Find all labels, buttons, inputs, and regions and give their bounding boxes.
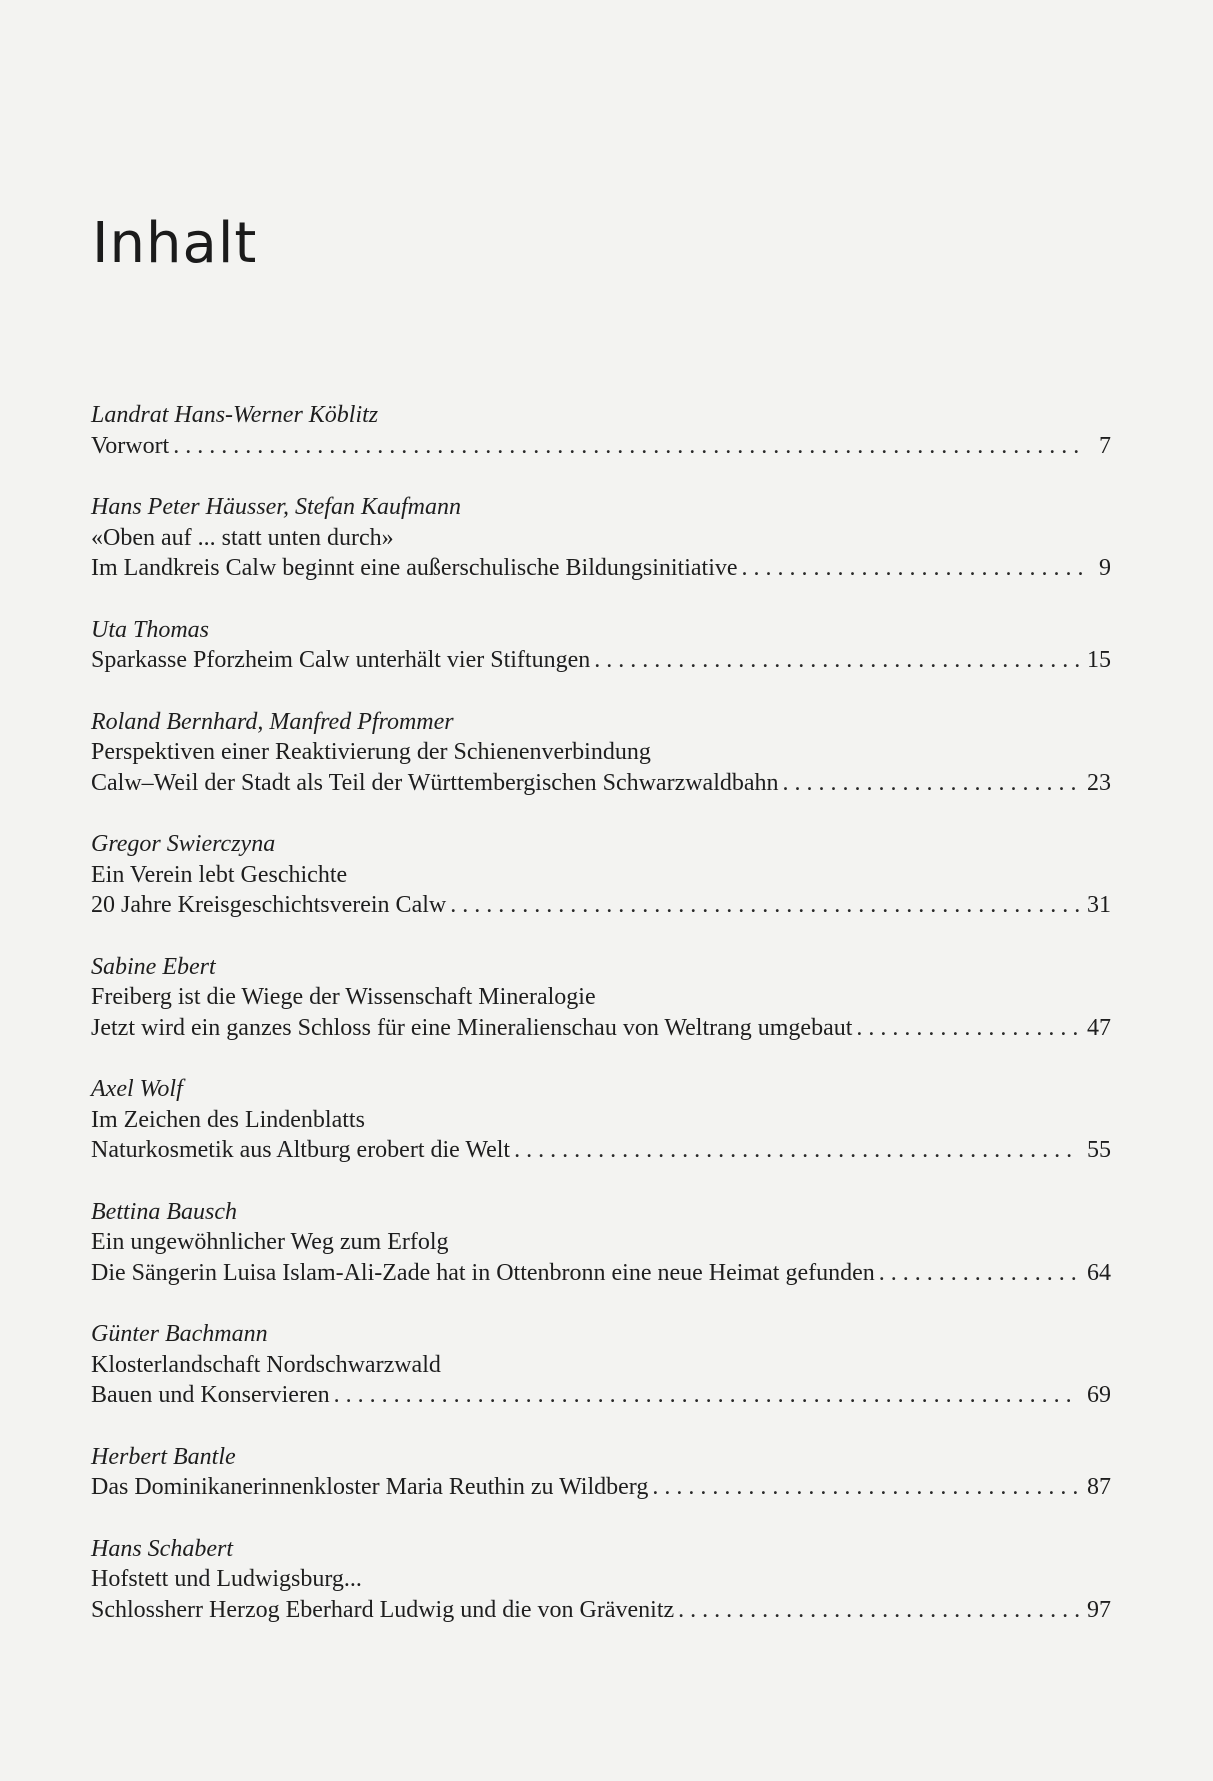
- toc-entry: [91, 615, 1111, 676]
- dot-leader: [173, 431, 1083, 462]
- toc-title-line: Schlossherr Herzog Eberhard Ludwig und die von Grävenitz: [91, 1596, 675, 1623]
- dot-leader: [742, 553, 1083, 584]
- toc-title-line: Naturkosmetik aus Altburg erobert die Welt: [91, 1137, 511, 1163]
- toc-entry: [91, 707, 1111, 799]
- toc-author: Herbert Bantle: [91, 1443, 236, 1470]
- toc-author: Bettina Bausch: [91, 1198, 237, 1225]
- toc-page-number: 31: [1087, 892, 1111, 918]
- toc-title-line: Perspektiven einer Reaktivierung der Schienenverbindung: [91, 739, 651, 765]
- dot-leader: [450, 890, 1079, 921]
- dot-leader: [594, 645, 1079, 676]
- toc-entry: [91, 1319, 1111, 1411]
- toc-entry: [91, 1074, 1111, 1166]
- toc-author: Hans Peter Häusser, Stefan Kaufmann: [91, 494, 461, 520]
- toc-entry: [91, 1534, 1111, 1626]
- toc-page-number: 87: [1087, 1474, 1111, 1500]
- toc-author: Roland Bernhard, Manfred Pfrommer: [91, 708, 454, 735]
- toc-page-number: 64: [1087, 1259, 1111, 1286]
- dot-leader: [783, 768, 1079, 799]
- toc-page-number: 7: [1099, 432, 1111, 459]
- toc-title-line: «Oben auf ... statt unten durch»: [91, 524, 394, 551]
- toc-title-row: [91, 431, 1111, 462]
- table-of-contents: [91, 400, 1111, 1656]
- toc-title-line: Jetzt wird ein ganzes Schloss für eine Mineralienschau von Weltrang umgebaut: [91, 1014, 853, 1041]
- toc-page-number: 23: [1087, 769, 1111, 796]
- toc-title-line: Sparkasse Pforzheim Calw unterhält vier Stiftungen: [91, 647, 591, 673]
- toc-title-line: 20 Jahre Kreisgeschichtsverein Calw: [91, 892, 447, 918]
- toc-author: Landrat Hans-Werner Köblitz: [91, 402, 379, 428]
- toc-page-number: 55: [1087, 1137, 1111, 1163]
- dot-leader: [856, 1013, 1079, 1044]
- toc-title-row: [91, 890, 1111, 921]
- dot-leader: [678, 1595, 1079, 1626]
- toc-title-row: [91, 645, 1111, 676]
- toc-author: Gregor Swierczyna: [91, 831, 276, 857]
- toc-title-line: Hofstett und Ludwigsburg...: [91, 1566, 362, 1592]
- toc-author: Sabine Ebert: [91, 953, 216, 980]
- toc-entry: [91, 492, 1111, 584]
- dot-leader: [652, 1472, 1079, 1503]
- toc-author: Günter Bachmann: [91, 1321, 268, 1347]
- toc-title-row: [91, 553, 1111, 584]
- dot-leader: [514, 1135, 1079, 1166]
- toc-page-number: 97: [1087, 1596, 1111, 1623]
- toc-entry: [91, 952, 1111, 1044]
- toc-title-row: [91, 1472, 1111, 1503]
- toc-title-line: Die Sängerin Luisa Islam-Ali-Zade hat in Ottenbronn eine neue Heimat gefunden: [91, 1259, 875, 1286]
- toc-page-number: 69: [1087, 1382, 1111, 1408]
- toc-title-line: Bauen und Konservieren: [91, 1382, 330, 1408]
- dot-leader: [334, 1380, 1079, 1411]
- toc-title-line: Calw–Weil der Stadt als Teil der Württembergischen Schwarzwaldbahn: [91, 769, 779, 796]
- toc-title-line: Vorwort: [91, 432, 170, 459]
- toc-entry: [91, 400, 1111, 461]
- toc-title-row: [91, 1258, 1111, 1289]
- toc-title-line: Im Landkreis Calw beginnt eine außerschulische Bildungsinitiative: [91, 555, 738, 581]
- toc-title-row: [91, 1380, 1111, 1411]
- toc-title-line: Das Dominikanerinnenkloster Maria Reuthin zu Wildberg: [91, 1474, 649, 1500]
- toc-title-row: [91, 1013, 1111, 1044]
- toc-page-number: 15: [1087, 647, 1111, 673]
- toc-title-row: [91, 1135, 1111, 1166]
- toc-title-line: Klosterlandschaft Nordschwarzwald: [91, 1351, 441, 1378]
- toc-page-number: 9: [1099, 555, 1111, 581]
- toc-entry: [91, 829, 1111, 921]
- page-title: Inhalt: [92, 211, 258, 276]
- toc-title-line: Im Zeichen des Lindenblatts: [91, 1106, 365, 1133]
- toc-author: Hans Schabert: [91, 1535, 233, 1562]
- toc-author: Uta Thomas: [91, 616, 210, 643]
- toc-entry: [91, 1197, 1111, 1289]
- dot-leader: [879, 1258, 1079, 1289]
- toc-title-row: [91, 1595, 1111, 1626]
- toc-author: Axel Wolf: [91, 1076, 183, 1102]
- toc-entry: [91, 1442, 1111, 1503]
- toc-page-number: 47: [1087, 1014, 1111, 1041]
- toc-title-row: [91, 768, 1111, 799]
- toc-title-line: Ein Verein lebt Geschichte: [91, 861, 348, 888]
- toc-title-line: Freiberg ist die Wiege der Wissenschaft Mineralogie: [91, 984, 596, 1010]
- toc-title-line: Ein ungewöhnlicher Weg zum Erfolg: [91, 1229, 449, 1255]
